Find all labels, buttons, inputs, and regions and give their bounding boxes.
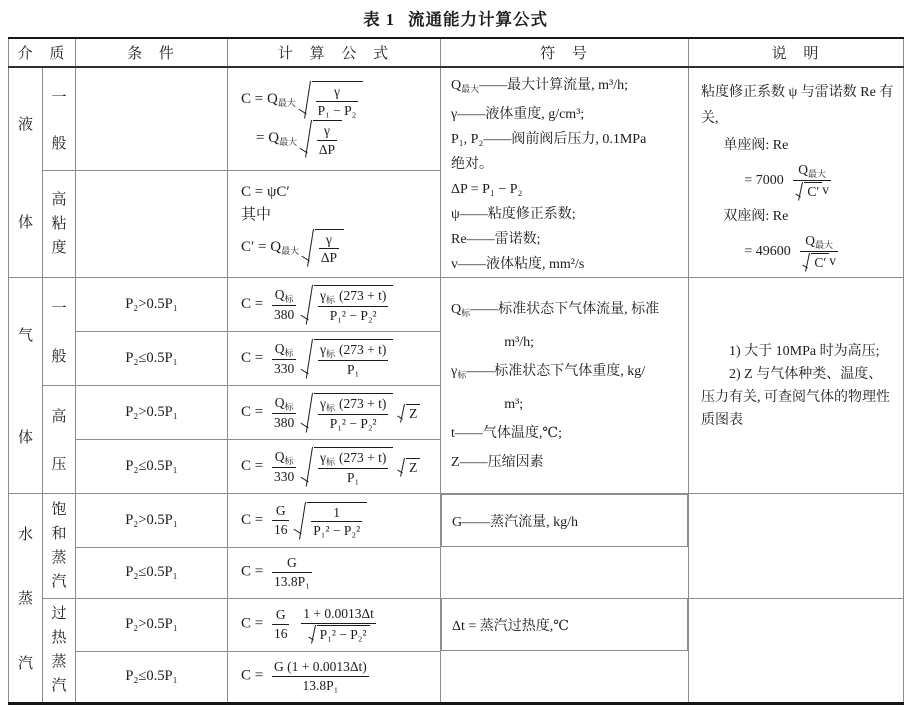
fraction-numerator: $\gamma_标$ (273 + t): [318, 396, 388, 415]
subscript: 最大: [815, 239, 834, 250]
note-label: 双座阀: Re: [723, 208, 789, 224]
subscript: 标: [325, 349, 335, 360]
symbol-term: 绝对。: [451, 157, 494, 172]
subscript: 标: [284, 401, 294, 412]
symbol-term: ΔP = P₁ − P₂: [451, 182, 523, 197]
sqrt: [307, 502, 367, 539]
symbol-def: ——液体重度, g/cm³;: [457, 107, 585, 122]
subscript: 最大: [808, 168, 827, 179]
cell-formula-gas-general-low: [228, 332, 441, 386]
symbol-unit: m³/h;: [504, 334, 535, 350]
cell-submedium-gas-general: [43, 278, 76, 386]
submedium-stack: [43, 73, 75, 165]
fraction-denominator: P₁: [347, 470, 360, 486]
submedium-char: 和: [51, 525, 67, 542]
fraction-denominator: ΔP: [320, 250, 338, 266]
submedium-char: 般: [51, 349, 67, 366]
cell-medium-gas: [9, 278, 43, 494]
fraction: [318, 396, 388, 432]
row-liquid-general: [9, 67, 904, 171]
fraction: [800, 233, 838, 271]
subscript: 最大: [279, 137, 298, 148]
symbol-line: [451, 152, 682, 177]
fraction-numerator: $\gamma_标$ (273 + t): [318, 450, 388, 469]
submedium-stack: [43, 391, 75, 488]
fraction: [272, 555, 312, 589]
formula-lead: C =: [241, 667, 264, 684]
fraction: [272, 395, 296, 431]
symbol-line: [451, 177, 682, 202]
note-paragraph: 粘度修正系数 ψ 与雷诺数 Re 有关,: [701, 84, 894, 126]
submedium-char: 一: [51, 89, 67, 106]
cell-note-liquid: [689, 67, 904, 278]
cell-note-steam-sat: [689, 494, 904, 599]
cell-formula-liquid-general: [228, 67, 441, 171]
col-header-medium: 介 质: [9, 38, 76, 67]
note-label: 单座阀: Re: [723, 137, 789, 153]
formula-line: [241, 555, 440, 589]
formula-line: [241, 339, 440, 378]
submedium-char: 汽: [51, 678, 67, 694]
fraction-denominator: C′ v: [793, 181, 831, 200]
subscript: 标: [284, 293, 294, 304]
fraction: [272, 659, 369, 693]
symbol-line: [451, 252, 682, 277]
symbol-line: [504, 390, 682, 419]
cell-formula-steam-sup-low: [228, 651, 441, 703]
cell-condition-gas-general-low: P₂≤0.5P₁: [76, 332, 228, 386]
submedium-stack: [43, 498, 75, 594]
fraction: [272, 449, 296, 485]
symbol-term: t——气体温度,℃;: [451, 425, 562, 441]
medium-gas-stack: [9, 284, 42, 487]
fraction-denominator: 330: [273, 468, 295, 484]
symbol-line: [451, 357, 682, 390]
subscript: 标: [461, 307, 471, 318]
eq-lead: = 49600: [744, 243, 791, 259]
subscript: 标: [325, 403, 335, 414]
subscript: 最大: [277, 98, 296, 109]
fraction-numerator: γ: [316, 84, 359, 102]
formula-line: [241, 502, 440, 539]
fraction-denominator: 13.8P₁: [302, 678, 339, 693]
fraction-numerator: $\gamma_标$ (273 + t): [318, 342, 388, 361]
col-header-note: 说 明: [689, 38, 904, 67]
fraction-numerator: G: [272, 503, 290, 521]
fraction: [301, 606, 376, 642]
fraction-denominator: P₁² − P₂²: [329, 416, 377, 432]
submedium-char: 饱: [51, 501, 67, 518]
formula-line: [241, 393, 440, 432]
sqrt: [314, 339, 393, 378]
fraction: [272, 341, 296, 377]
subscript: 标: [325, 295, 335, 306]
fraction: [318, 450, 388, 486]
fraction-denominator: 16: [273, 521, 288, 537]
formula-lead: C′ = Q: [241, 238, 282, 255]
formula-line: [241, 285, 440, 324]
sqrt: [315, 229, 344, 266]
medium-char: 水: [17, 526, 33, 543]
fraction: [318, 288, 388, 324]
symbol-line: [451, 73, 682, 102]
formula-lead: C = Q: [241, 91, 278, 108]
fraction: [319, 232, 339, 266]
formula-lead: = Q: [256, 130, 280, 147]
submedium-char: 般: [51, 135, 67, 152]
fraction-denominator: P₁² − P₂²: [313, 523, 361, 539]
cell-symbols-gas: [441, 278, 689, 494]
symbol-line: Δt = 蒸汽过热度,℃: [452, 618, 569, 634]
symbol-term: v——液体粘度, mm²/s: [451, 257, 585, 272]
cell-formula-liquid-viscous: [228, 171, 441, 278]
cell-symbols-liquid: [441, 67, 689, 278]
cell-condition-steam-sup-high: P₂>0.5P₁: [76, 598, 228, 651]
fraction-numerator: $Q_标$: [272, 287, 296, 306]
submedium-char: 粘: [51, 216, 67, 233]
sqrt: C′: [804, 182, 822, 200]
fraction: [311, 505, 362, 539]
symbol-term: Z——压缩因素: [451, 454, 544, 470]
medium-char: 汽: [17, 655, 33, 672]
cell-condition-steam-sat-low: P₂≤0.5P₁: [76, 547, 228, 598]
symbol-unit: m³;: [504, 396, 524, 412]
symbol-line: [451, 202, 682, 227]
cell-condition-steam-sat-high: P₂>0.5P₁: [76, 494, 228, 548]
note-paragraph: 2) Z 与气体种类、温度、压力有关, 可查阅气体的物理性质图表: [701, 366, 891, 428]
submedium-char: 蒸: [51, 549, 67, 566]
sqrt-z: Z: [406, 458, 420, 476]
flow-capacity-table: [8, 37, 904, 705]
fraction-denominator: ΔP: [318, 141, 336, 157]
col-header-formula: 计 算 公 式: [228, 38, 441, 67]
formula-lead: C =: [241, 563, 264, 580]
sqrt-z: Z: [406, 404, 420, 422]
table-number: 表 1: [363, 10, 395, 29]
fraction: [793, 162, 831, 200]
symbols-stack: [451, 278, 682, 493]
medium-char: 体: [17, 429, 33, 446]
submedium-char: 一: [51, 300, 67, 317]
cell-submedium-steam-sup: [43, 598, 76, 703]
formula-lead: C =: [241, 615, 264, 632]
fraction-denominator: C′ v: [800, 252, 838, 271]
medium-char: 气: [17, 328, 33, 345]
sqrt: [313, 120, 342, 157]
formula-lead: C =: [241, 295, 264, 312]
cell-condition-gas-general-high: P₂>0.5P₁: [76, 278, 228, 332]
formula-lead: C =: [241, 511, 264, 528]
submedium-char: 热: [51, 630, 67, 646]
row-gas-general-high: [9, 278, 904, 332]
subscript: 最大: [461, 84, 480, 94]
symbol-line: [451, 127, 682, 152]
cell-formula-gas-hp-low: [228, 440, 441, 494]
subscript: 标: [284, 347, 294, 358]
fraction: [317, 123, 337, 157]
fraction-numerator: G: [272, 555, 312, 573]
cell-formula-steam-sup-high: [228, 598, 441, 651]
fraction: [272, 503, 290, 537]
fraction-numerator: γ: [319, 232, 339, 250]
row-steam-sup-high: [9, 598, 904, 651]
formula-lead: C =: [241, 349, 264, 366]
cell-submedium-liquid-viscous: [43, 171, 76, 278]
symbol-line: [451, 102, 682, 127]
symbol-term: Q: [451, 78, 462, 93]
symbol-def: ——最大计算流量, m³/h;: [479, 78, 629, 93]
fraction-numerator: 1: [311, 505, 362, 523]
fraction-denominator: 330: [273, 360, 295, 376]
fraction-numerator: $Q_{最大}$: [793, 162, 831, 181]
fraction-numerator: $Q_标$: [272, 341, 296, 360]
symbol-def: ——标准状态下气体重度, kg/: [466, 363, 646, 379]
cell-medium-steam: [9, 494, 43, 704]
formula-line: [241, 229, 440, 266]
fraction-denominator: 13.8P₁: [273, 574, 310, 589]
subscript: 标: [284, 455, 294, 466]
formula-lead: C =: [241, 403, 264, 420]
formula-line: [241, 606, 440, 642]
fraction-denominator: P₁: [347, 362, 360, 378]
formula-line: C = ψC′: [241, 183, 290, 200]
cell-medium-liquid: [9, 67, 43, 278]
formula-line: [241, 659, 440, 693]
fraction-numerator: 1 + 0.0013Δt: [301, 606, 376, 624]
fraction-denominator: 380: [273, 306, 295, 322]
symbol-term: ψ——粘度修正系数;: [451, 207, 576, 222]
fraction: [316, 84, 359, 118]
fraction-denominator: P₁ − P₂: [317, 102, 357, 118]
sqrt: [314, 447, 393, 486]
fraction-numerator: $Q_标$: [272, 449, 296, 468]
cell-symbols-steam-sat: [441, 494, 688, 547]
medium-char: 体: [17, 215, 33, 231]
note-equation: [744, 233, 895, 271]
cell-formula-steam-sat-low: [228, 547, 441, 598]
fraction-numerator: $Q_标$: [272, 395, 296, 414]
cell-submedium-steam-sat: [43, 494, 76, 599]
submedium-stack: [43, 283, 75, 380]
cell-condition-gas-hp-high: P₂>0.5P₁: [76, 386, 228, 440]
fraction-denominator: 380: [273, 414, 295, 430]
fraction-numerator: γ: [317, 123, 337, 141]
table-title-text: 流通能力计算公式: [407, 10, 548, 29]
fraction: [272, 287, 296, 323]
symbol-term: Re——雷诺数;: [451, 232, 541, 247]
subscript: 标: [457, 369, 467, 380]
formula-line: [241, 447, 440, 486]
formula-line: [241, 81, 440, 118]
note-stack: [701, 278, 895, 493]
cell-formula-gas-hp-high: [228, 386, 441, 440]
fraction: [272, 607, 290, 641]
sqrt: [314, 285, 393, 324]
col-header-condition: 条 件: [76, 38, 228, 67]
fraction: [318, 342, 388, 378]
cell-note-gas: [689, 278, 904, 494]
col-header-symbol: 符 号: [441, 38, 689, 67]
medium-char: 液: [17, 117, 33, 133]
header-row: [9, 38, 904, 67]
sqrt: P₁² − P₂²: [317, 625, 370, 643]
symbol-line: [451, 419, 682, 448]
symbol-term: P₁, P₂——阀前阀后压力, 0.1MPa: [451, 132, 647, 147]
fraction-denominator: P₁² − P₂²: [329, 308, 377, 324]
cell-condition-steam-sup-low: P₂≤0.5P₁: [76, 651, 228, 703]
symbol-def: ——标准状态下气体流量, 标准: [470, 301, 660, 317]
symbol-line: G——蒸汽流量, kg/h: [452, 514, 579, 530]
subscript: 最大: [281, 245, 300, 256]
symbol-term: Q: [451, 301, 462, 317]
cell-note-steam-sup: [689, 598, 904, 703]
fraction-numerator: G (1 + 0.0013Δt): [272, 659, 369, 677]
symbol-line: [451, 227, 682, 252]
medium-char: 蒸: [17, 591, 33, 608]
submedium-stack: [43, 188, 75, 260]
cell-formula-gas-general-high: [228, 278, 441, 332]
fraction-denominator: 16: [273, 626, 288, 641]
fraction-numerator: $\gamma_标$ (273 + t): [318, 288, 388, 307]
formula-line: [256, 120, 440, 157]
medium-liquid-stack: [9, 75, 42, 271]
cell-condition-liquid-general: [76, 67, 228, 171]
subscript: 标: [325, 457, 335, 468]
submedium-char: 高: [51, 408, 67, 425]
eq-lead: = 7000: [744, 172, 784, 188]
cell-submedium-gas-hp: [43, 386, 76, 494]
submedium-char: 压: [51, 457, 67, 474]
sqrt: [314, 393, 393, 432]
symbol-line: [451, 448, 682, 477]
submedium-char: 汽: [51, 573, 67, 590]
formula-line: 其中: [241, 206, 272, 223]
symbol-line: [451, 295, 682, 328]
fraction-denominator: [301, 624, 376, 643]
symbol-term: γ: [451, 107, 458, 122]
fraction-numerator: G: [272, 607, 290, 625]
submedium-char: 蒸: [51, 654, 67, 670]
note-paragraph: 1) 大于 10MPa 时为高压;: [729, 343, 880, 359]
fraction-numerator: $Q_{最大}$: [800, 233, 838, 252]
submedium-char: 过: [51, 606, 67, 622]
note-equation: [744, 162, 895, 200]
submedium-char: 度: [51, 240, 67, 257]
sqrt: [312, 81, 364, 118]
cell-condition-gas-hp-low: P₂≤0.5P₁: [76, 440, 228, 494]
row-steam-sat-high: [9, 494, 904, 548]
cell-formula-steam-sat-high: [228, 494, 441, 548]
formula-lead: C =: [241, 457, 264, 474]
cell-symbols-steam-sup: [441, 598, 688, 651]
cell-condition-liquid-viscous: [76, 171, 228, 278]
sqrt: C′: [811, 253, 829, 271]
symbol-term: γ: [451, 363, 458, 379]
medium-steam-stack: [9, 501, 42, 694]
cell-submedium-liquid-general: [43, 67, 76, 171]
symbol-line: [504, 328, 682, 357]
table-title: [0, 0, 911, 30]
submedium-char: 高: [51, 192, 67, 209]
